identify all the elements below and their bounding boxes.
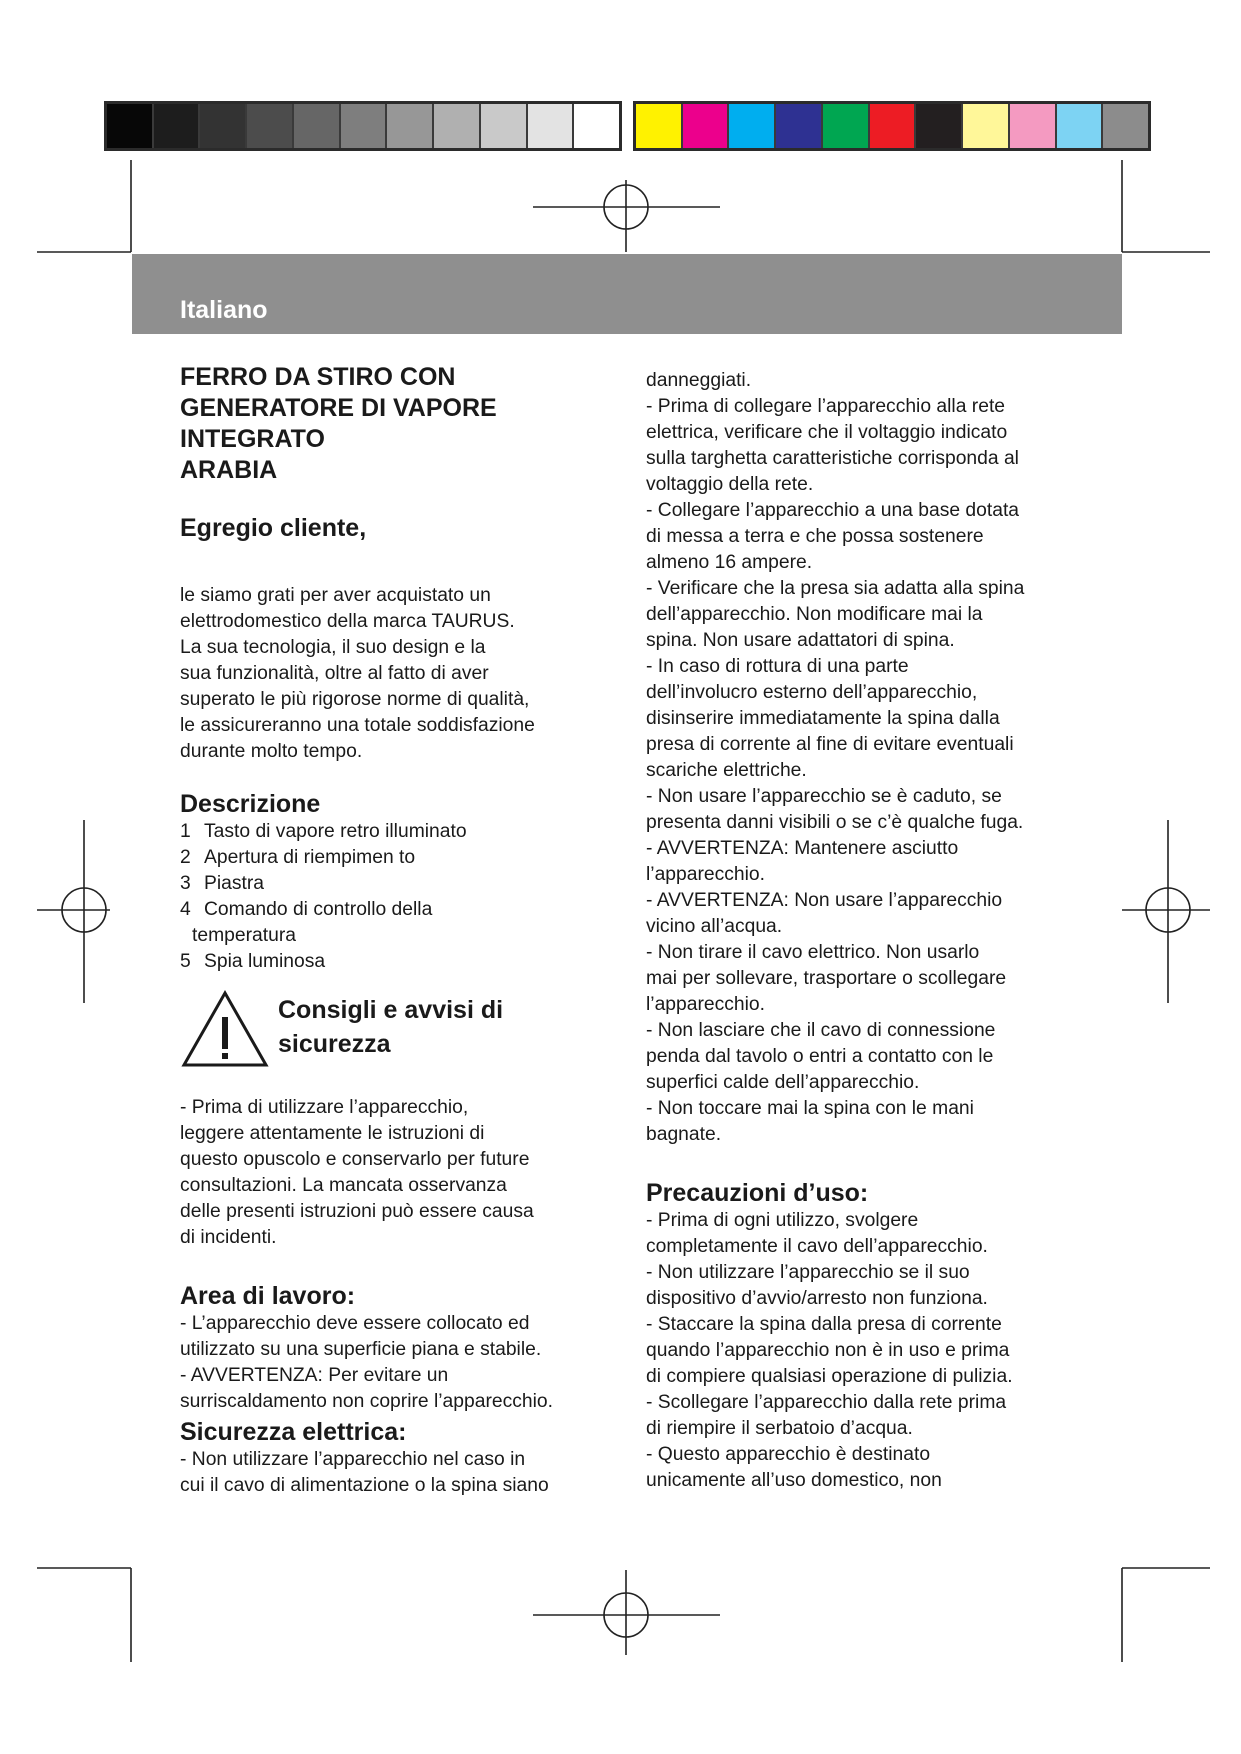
product-title (180, 362, 610, 486)
registration-mark-bottom (533, 1570, 720, 1655)
text-line: le siamo grati per aver acquistato un (180, 585, 491, 606)
text-line: - AVVERTENZA: Mantenere asciutto (646, 838, 959, 859)
safety-paragraph (180, 1095, 610, 1251)
text-line: questo opuscolo e conservarlo per future (180, 1149, 530, 1170)
work-area-paragraph (180, 1311, 610, 1415)
text-line: - Prima di ogni utilizzo, svolgere (646, 1210, 919, 1231)
text-line: danneggiati. (646, 370, 752, 391)
text-line: - L’apparecchio deve essere collocato ed (180, 1313, 530, 1334)
list-item: 3 Piastra (180, 873, 265, 894)
language-header-band (132, 254, 1122, 334)
description-heading: Descrizione (180, 790, 321, 818)
safety-section-header (180, 989, 610, 1069)
title-line: ARABIA (180, 456, 278, 484)
text-line: penda dal tavolo o entri a contatto con le (646, 1046, 994, 1067)
text-line: leggere attentamente le istruzioni di (180, 1123, 485, 1144)
text-line: La sua tecnologia, il suo design e la (180, 637, 486, 658)
text-line: - Non toccare mai la spina con le mani (646, 1098, 974, 1119)
text-line: voltaggio della rete. (646, 474, 814, 495)
list-item: 1 Tasto di vapore retro illuminato (180, 821, 467, 842)
text-line: mai per sollevare, trasportare o scollegare (646, 968, 1007, 989)
precautions-paragraph (646, 1208, 1086, 1494)
text-line: - AVVERTENZA: Per evitare un (180, 1365, 449, 1386)
left-column (180, 362, 610, 1499)
list-item: 2 Apertura di riempimen to (180, 847, 416, 868)
text-line: quando l’apparecchio non è in uso e prima (646, 1340, 1010, 1361)
text-line: le assicureranno una totale soddisfazione (180, 715, 535, 736)
greeting-heading: Egregio cliente, (180, 514, 367, 542)
list-item-continuation: temperatura (192, 925, 296, 946)
text-line: spina. Non usare adattatori di spina. (646, 630, 955, 651)
registration-mark-left (37, 820, 110, 1003)
intro-paragraph (180, 583, 610, 765)
list-item: 4 Comando di controllo della (180, 899, 433, 920)
text-line: - Collegare l’apparecchio a una base dotata (646, 500, 1020, 521)
title-line: FERRO DA STIRO CON (180, 363, 456, 391)
text-line: delle presenti istruzioni può essere causa (180, 1201, 534, 1222)
text-line: cui il cavo di alimentazione o la spina siano (180, 1475, 549, 1496)
text-line: di riempire il serbatoio d’acqua. (646, 1418, 913, 1439)
text-line: almeno 16 ampere. (646, 552, 813, 573)
text-line: superfici calde dell’apparecchio. (646, 1072, 920, 1093)
text-line: - Non lasciare che il cavo di connessione (646, 1020, 996, 1041)
text-line: l’apparecchio. (646, 994, 765, 1015)
safety-heading (278, 993, 503, 1061)
text-line: l’apparecchio. (646, 864, 765, 885)
description-list (180, 819, 610, 975)
text-line: presenta danni visibili o se c’è qualche fuga. (646, 812, 1024, 833)
text-line: completamente il cavo dell’apparecchio. (646, 1236, 988, 1257)
text-line: vicino all’acqua. (646, 916, 783, 937)
text-line: - Scollegare l’apparecchio dalla rete prima (646, 1392, 1007, 1413)
text-line: di incidenti. (180, 1227, 277, 1248)
heading-line: Consigli e avvisi di (278, 996, 504, 1024)
electrical-safety-continued (646, 368, 1086, 1148)
title-line: INTEGRATO (180, 425, 325, 453)
text-line: dispositivo d’avvio/arresto non funziona. (646, 1288, 988, 1309)
text-line: di compiere qualsiasi operazione di pulizia. (646, 1366, 1013, 1387)
text-line: - Non tirare il cavo elettrico. Non usarlo (646, 942, 980, 963)
right-column (646, 368, 1086, 1494)
text-line: dell’involucro esterno dell’apparecchio, (646, 682, 978, 703)
text-line: unicamente all’uso domestico, non (646, 1470, 942, 1491)
electrical-safety-heading: Sicurezza elettrica: (180, 1418, 407, 1446)
precautions-heading: Precauzioni d’uso: (646, 1179, 869, 1207)
text-line: presa di corrente al fine di evitare eventuali (646, 734, 1014, 755)
text-line: elettrodomestico della marca TAURUS. (180, 611, 515, 632)
text-line: - Questo apparecchio è destinato (646, 1444, 931, 1465)
electrical-safety-paragraph (180, 1447, 610, 1499)
text-line: surriscaldamento non coprire l’apparecchio. (180, 1391, 553, 1412)
language-label: Italiano (180, 296, 268, 324)
text-line: durante molto tempo. (180, 741, 363, 762)
text-line: - Prima di collegare l’apparecchio alla rete (646, 396, 1006, 417)
text-line: disinserire immediatamente la spina dalla (646, 708, 1000, 729)
text-line: - AVVERTENZA: Non usare l’apparecchio (646, 890, 1003, 911)
text-line: - Verificare che la presa sia adatta alla spina (646, 578, 1025, 599)
text-line: consultazioni. La mancata osservanza (180, 1175, 507, 1196)
text-line: bagnate. (646, 1124, 722, 1145)
text-line: scariche elettriche. (646, 760, 807, 781)
text-line: - Staccare la spina dalla presa di corrente (646, 1314, 1002, 1335)
text-line: - Prima di utilizzare l’apparecchio, (180, 1097, 469, 1118)
text-line: dell’apparecchio. Non modificare mai la (646, 604, 983, 625)
registration-mark-right (1122, 820, 1210, 1003)
warning-triangle-icon (180, 989, 270, 1069)
text-line: sua funzionalità, oltre al fatto di aver (180, 663, 489, 684)
text-line: sulla targhetta caratteristiche corrisponda al (646, 448, 1019, 469)
text-line: di messa a terra e che possa sostenere (646, 526, 984, 547)
work-area-heading: Area di lavoro: (180, 1282, 356, 1310)
heading-line: sicurezza (278, 1030, 391, 1058)
registration-mark-top (533, 180, 720, 252)
text-line: superato le più rigorose norme di qualità, (180, 689, 530, 710)
text-line: - Non usare l’apparecchio se è caduto, se (646, 786, 1002, 807)
text-line: - In caso di rottura di una parte (646, 656, 909, 677)
list-item: 5 Spia luminosa (180, 951, 326, 972)
text-line: utilizzato su una superficie piana e stabile. (180, 1339, 542, 1360)
text-line: elettrica, verificare che il voltaggio indicato (646, 422, 1008, 443)
text-line: - Non utilizzare l’apparecchio se il suo (646, 1262, 970, 1283)
text-line: - Non utilizzare l’apparecchio nel caso in (180, 1449, 526, 1470)
title-line: GENERATORE DI VAPORE (180, 394, 497, 422)
